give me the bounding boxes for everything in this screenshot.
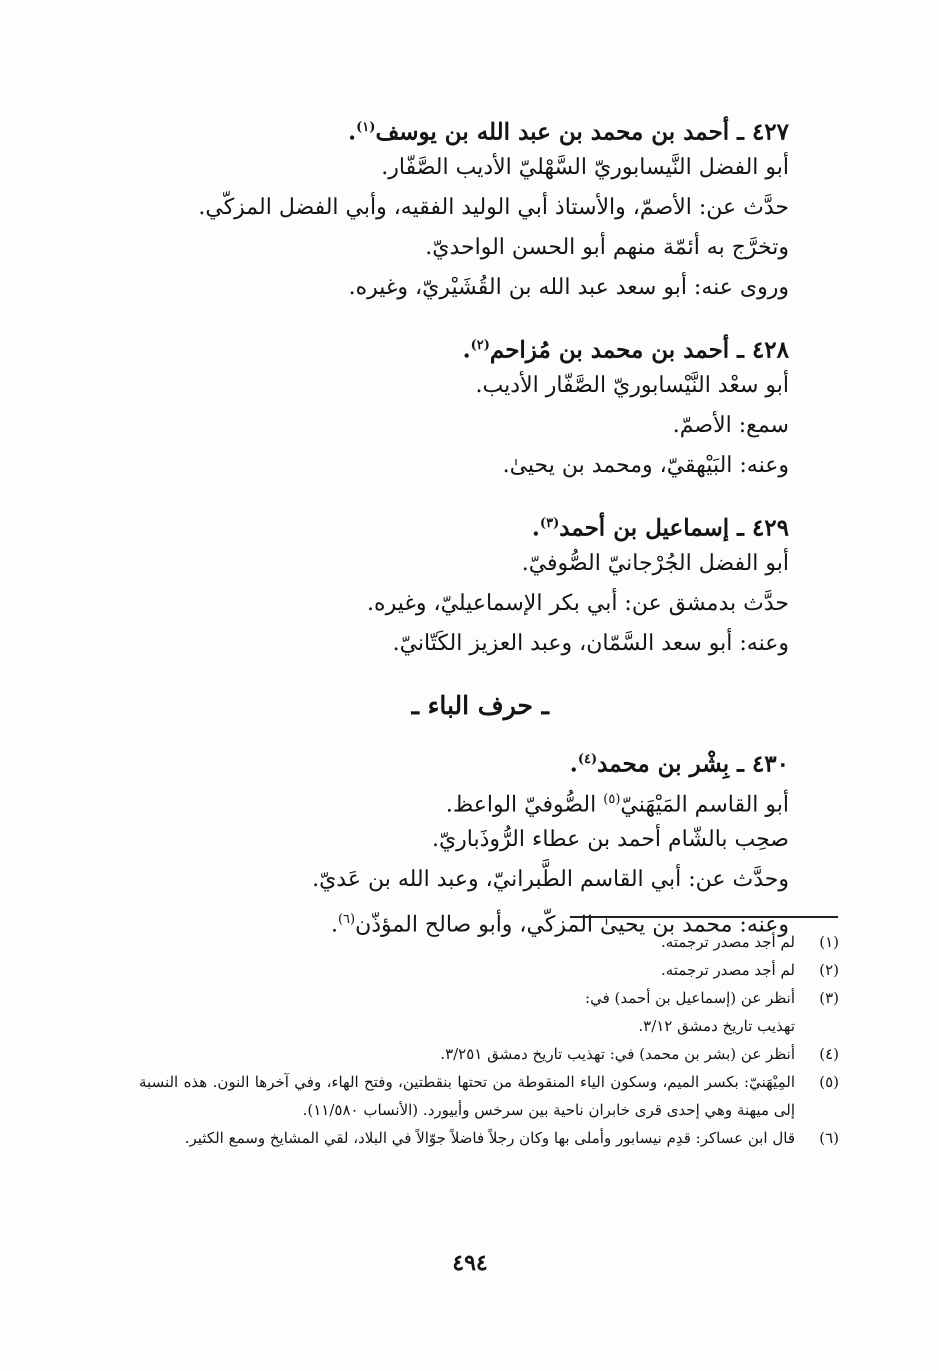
footnote-number: (٣) [819,989,839,1007]
heading-text: ٤٣٠ ـ بِشْر بن محمد [597,750,789,778]
footnote-ref[interactable]: (٦) [337,912,356,927]
entry-line: أبو الفضل النَّيسابوريّ السَّهْليّ الأديب الصَّفّار. [381,155,789,180]
line-text: الصُّوفيّ الواعظ. [445,792,604,818]
entry-429 [149,504,789,664]
footnote-text: قال ابن عساكر: قدِم نيسابور وأملى بها وكان رجلاً فاضلاً جوّالاً في البلاد، لقي المشايخ وسمع الكثير. [184,1129,795,1147]
footnote-item [139,1124,839,1152]
footnote-line: أنظر عن (إسماعيل بن أحمد) في: [585,989,795,1007]
entry-heading [149,108,789,148]
entry-heading [149,740,789,780]
entry-line: صحِب بالشّام أحمد بن عطاء الرُّوذَباريّ. [431,827,789,852]
footnote-number: (٤) [819,1045,839,1063]
footnotes [139,928,839,1152]
entry-line: أبو الفضل الجُرْجانيّ الصُّوفيّ. [521,551,789,576]
entry-430 [149,740,789,940]
footnote-text [139,984,795,1040]
heading-tail: . [462,336,471,364]
footnote-text: لم أجد مصدر ترجمته. [660,961,795,979]
heading-tail: . [531,514,540,542]
entry-line: وتخرَّج به أئمّة منهم أبو الحسن الواحديّ. [425,235,789,260]
footnote-item [139,1040,839,1068]
entry-line: وعنه: البَيْهقيّ، ومحمد بن يحيىٰ. [502,453,789,478]
footnote-line: تهذيب تاريخ دمشق ٣/١٢. [638,1017,795,1035]
footnote-number: (٢) [819,961,839,979]
heading-tail: . [569,750,578,778]
entry-heading [149,504,789,544]
footnote-ref[interactable]: (٤) [577,752,598,767]
page-number: ٤٩٤ [452,1250,488,1276]
entry-line: وروى عنه: أبو سعد عبد الله بن القُشَيْريّ، وغيره. [348,275,789,300]
footnote-ref[interactable]: (٥) [603,792,621,807]
entry-427 [149,108,789,308]
entry-heading [149,326,789,366]
footnote-number: (٥) [819,1073,839,1091]
footnote-text: المِيْهَنيّ: بكسر الميم، وسكون الياء المنقوطة من تحتها بنقطتين، وفتح الهاء، وفي آخرها النون. هذه النسبة إلى ميهنة وهي إحدى قرى خابران ناحية بين سرخس وأبيورد. (الأنساب ١١/٥٨٠). [139,1073,795,1119]
footnote-item [139,956,839,984]
entry-line: حدَّث بدمشق عن: أبي بكر الإسماعيليّ، وغيره. [367,591,789,616]
footnote-ref[interactable]: (٣) [539,516,560,531]
entry-line: وعنه: أبو سعد السَّمّان، وعبد العزيز الكَتّانيّ. [392,631,789,656]
footnote-ref[interactable]: (١) [356,120,376,135]
footnote-divider [570,916,838,918]
footnote-item [139,928,839,956]
footnote-text: لم أجد مصدر ترجمته. [660,933,795,951]
line-text: . [330,912,338,938]
section-title: ـ حرف الباء ـ [411,691,549,720]
line-text: أبو القاسم المَيْهَنيّ [620,792,789,818]
footnote-item [139,1068,839,1124]
footnote-item [139,984,839,1040]
entry-line: حدَّث عن: الأصمّ، والأستاذ أبي الوليد الفقيه، وأبي الفضل المزكّي. [198,195,789,220]
heading-text: ٤٢٩ ـ إسماعيل بن أحمد [559,514,789,542]
entry-428 [149,326,789,486]
footnote-text: أنظر عن (بشر بن محمد) في: تهذيب تاريخ دمشق ٣/٢٥١. [440,1045,795,1063]
footnote-number: (١) [819,933,839,951]
footnote-number: (٦) [819,1129,839,1147]
entry-line: سمع: الأصمّ. [672,413,789,438]
heading-text: ٤٢٧ ـ أحمد بن محمد بن عبد الله بن يوسف [375,118,789,146]
entry-line [149,780,789,820]
heading-tail: . [348,118,357,146]
entries [149,108,789,958]
entry-line: أبو سعْد النَّيْسابوريّ الصَّفّار الأديب. [475,373,789,398]
line-text: وعنه: محمد بن يحيىٰ المزكّي، وأبو صالح المؤذّن [355,912,789,938]
footnote-ref[interactable]: (٢) [470,338,490,353]
entry-line: وحدَّث عن: أبي القاسم الطَّبرانيّ، وعبد الله بن عَديّ. [312,867,789,892]
heading-text: ٤٢٨ ـ أحمد بن محمد بن مُزاحم [489,336,789,364]
